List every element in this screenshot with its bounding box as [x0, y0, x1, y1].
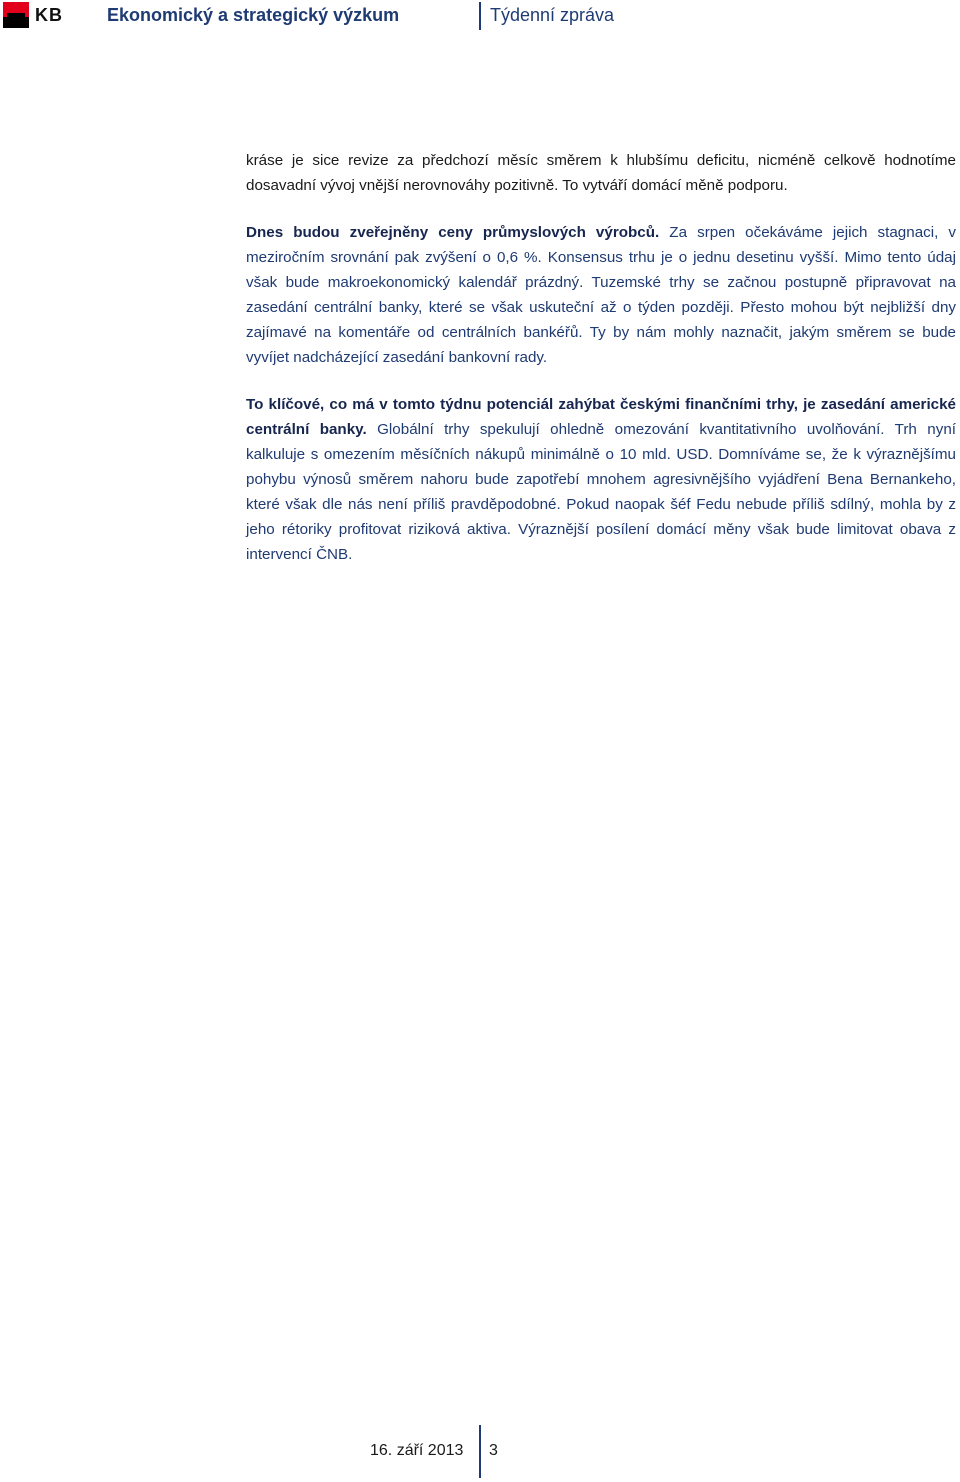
paragraph-1 [246, 148, 956, 198]
paragraph-1-text: kráse je sice revize za předchozí měsíc směrem k hlubšímu deficitu, nicméně celkově hodnotíme dosavadní vývoj vnější nerovnováhy pozitivně. To vytváří domácí měně podporu. [246, 152, 956, 194]
paragraph-2 [246, 220, 956, 370]
page-header [0, 0, 960, 32]
kb-logo-mark-icon [3, 2, 29, 28]
paragraph-3-text: Globální trhy spekulují ohledně omezování kvantitativního uvolňování. Trh nyní kalkuluje s omezením měsíčních nákupů minimálně o 10 mld. USD. Domníváme se, že k výraznějšímu pohybu výnosů směrem nahoru bude zapotřebí mnohem agresivnějšího vyjádření Bena Bernankeho, které však dle nás není příliš pravděpodobné. Pokud naopak šéf Fedu nebude příliš sdílný, mohla by z jeho rétoriky profitovat riziková aktiva. Výraznější posílení domácí měny však bude limitovat obava z intervencí ČNB. [246, 421, 956, 563]
paragraph-2-lead: Dnes budou zveřejněny ceny průmyslových výrobců. [246, 224, 660, 241]
header-title: Ekonomický a strategický výzkum [107, 5, 400, 25]
report-body [246, 148, 956, 589]
kb-logo [0, 0, 76, 30]
footer-date: 16. září 2013 [370, 1442, 464, 1459]
footer-divider [479, 1425, 481, 1478]
paragraph-2-text: Za srpen očekáváme jejich stagnaci, v meziročním srovnání pak zvýšení o 0,6 %. Konsensus trhu je o jednu desetinu vyšší. Mimo tento údaj však bude makroekonomický kalendář prázdný. Tuzemské trhy se začnou postupně připravovat na zasedání centrální banky, které se však uskuteční až o týden později. Přesto mohou být nejbližší dny zajímavé na komentáře od centrálních bankéřů. Ty by nám mohly naznačit, jakým směrem se bude vyvíjet nadcházející zasedání bankovní rady. [246, 224, 956, 366]
header-subtitle: Týdenní zpráva [490, 5, 615, 25]
header-divider [479, 2, 481, 30]
page-number: 3 [489, 1442, 498, 1459]
paragraph-3 [246, 392, 956, 567]
paragraph-3-lead: To klíčové, co má v tomto týdnu potenciál zahýbat českými finančními trhy, je zasedání americké centrální banky. [246, 396, 956, 438]
kb-logo-text: KB [35, 4, 63, 25]
